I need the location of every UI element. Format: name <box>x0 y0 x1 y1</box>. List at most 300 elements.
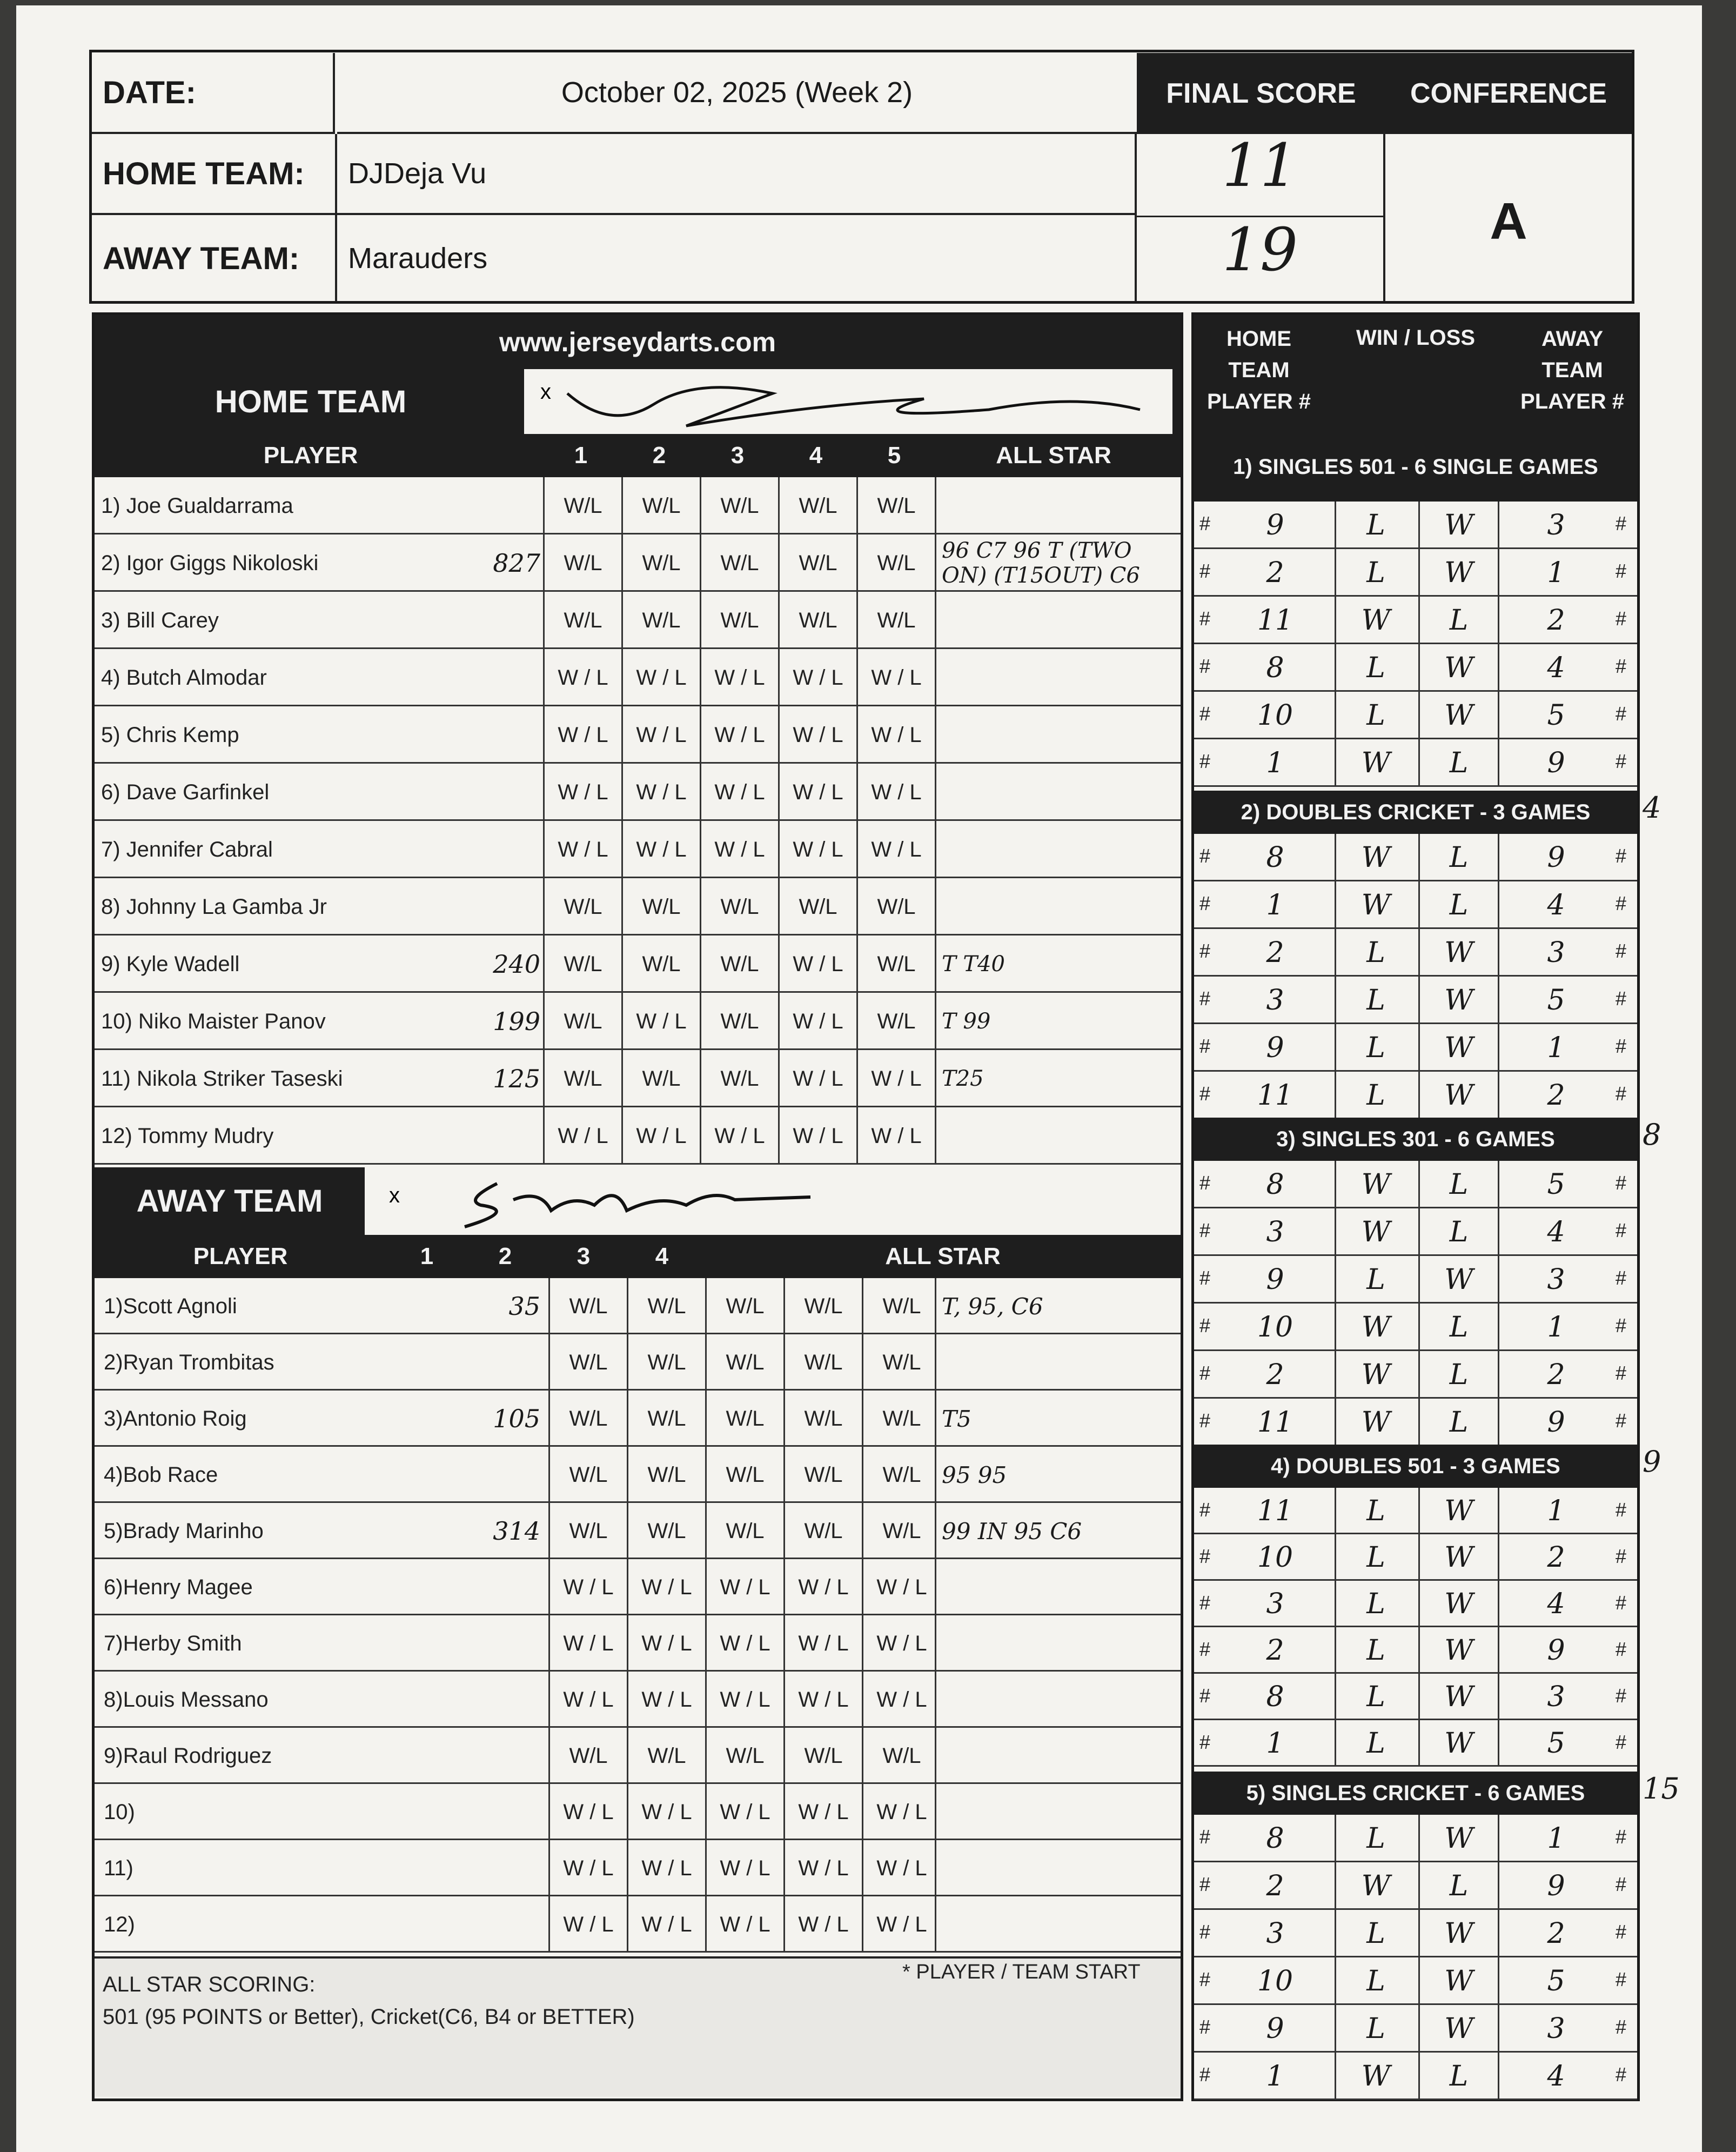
hash: # <box>1616 1921 1627 1943</box>
signature-x: x <box>389 1184 400 1207</box>
win-loss-cell: W/L <box>627 1278 705 1334</box>
hash: # <box>1199 1082 1211 1105</box>
home-player-number: 3 <box>1266 1588 1284 1620</box>
win-loss-cell: W/L <box>627 1391 705 1447</box>
win-loss-cell: W/L <box>700 592 778 649</box>
win-loss-cell: W/L <box>700 477 778 534</box>
win-loss-cell: W/L <box>705 1391 783 1447</box>
home-win-loss: L <box>1335 549 1416 597</box>
player-score <box>470 1728 540 1784</box>
round-col-header: 5 <box>887 442 901 469</box>
home-player-number: 8 <box>1266 1168 1284 1201</box>
win-loss-cell: W / L <box>700 706 778 764</box>
away-player-num-label: AWAY TEAM PLAYER # <box>1520 327 1624 413</box>
hash: # <box>1199 655 1211 677</box>
win-loss-cell: W / L <box>543 821 621 878</box>
win-loss-cell: W/L <box>621 878 700 935</box>
home-win-loss: L <box>1335 929 1416 977</box>
all-star-note <box>935 1896 1178 1953</box>
all-star-note <box>935 1615 1178 1672</box>
hash: # <box>1199 750 1211 772</box>
away-win-loss: W <box>1418 1910 1499 1957</box>
win-loss-cell: W/L <box>548 1503 627 1559</box>
hash: # <box>1199 607 1211 630</box>
win-loss-cell: W / L <box>621 1107 700 1165</box>
away-win-loss: L <box>1418 1399 1499 1446</box>
hash: # <box>1199 2016 1211 2038</box>
away-player-number: 9 <box>1547 841 1565 874</box>
win-loss-cell: W / L <box>627 1672 705 1728</box>
win-loss-cell: W / L <box>621 993 700 1050</box>
home-final-score: 11 <box>1137 131 1385 217</box>
win-loss-cell: W/L <box>700 878 778 935</box>
home-win-loss: W <box>1335 1399 1416 1446</box>
away-win-loss: L <box>1418 834 1499 881</box>
home-team-label: HOME TEAM: <box>92 134 337 215</box>
home-win-loss: W <box>1335 1161 1416 1208</box>
win-loss-cell: W / L <box>700 764 778 821</box>
all-star-note <box>935 878 1178 935</box>
hash: # <box>1199 1592 1211 1614</box>
win-loss-cell: W/L <box>705 1447 783 1503</box>
round-col-header: 2 <box>498 1243 512 1269</box>
away-player-number: 4 <box>1547 652 1565 684</box>
home-signature-box <box>524 369 1172 434</box>
win-loss-cell: W / L <box>621 821 700 878</box>
all-star-scoring-label: ALL STAR SCORING: <box>103 1973 316 1996</box>
away-player-number: 9 <box>1547 1634 1565 1667</box>
home-win-loss: W <box>1335 1304 1416 1351</box>
away-player-number: 9 <box>1547 1870 1565 1902</box>
win-loss-cell: W/L <box>543 592 621 649</box>
home-player-number: 1 <box>1266 2060 1284 2093</box>
player-name: 11) <box>104 1856 133 1880</box>
home-allstar-col: ALL STAR <box>996 442 1111 469</box>
all-star-note: T 99 <box>935 993 1178 1050</box>
home-player-number: 3 <box>1266 984 1284 1017</box>
hash: # <box>1616 703 1627 725</box>
player-score <box>470 649 540 706</box>
home-win-loss: L <box>1335 644 1416 692</box>
player-score <box>470 1107 540 1165</box>
win-loss-cell: W / L <box>778 649 856 706</box>
away-player-number: 2 <box>1547 1359 1565 1391</box>
win-loss-cell: W/L <box>700 534 778 592</box>
win-loss-cell: W / L <box>778 993 856 1050</box>
win-loss-cell: W/L <box>627 1334 705 1391</box>
away-player-number: 1 <box>1547 1822 1565 1855</box>
player-name: 8)Louis Messano <box>104 1687 269 1712</box>
win-loss-cell: W / L <box>548 1559 627 1615</box>
home-player-number: 2 <box>1266 1870 1284 1902</box>
win-loss-cell: W/L <box>856 477 935 534</box>
win-loss-cell: W / L <box>783 1784 862 1840</box>
win-loss-cell: W/L <box>548 1334 627 1391</box>
all-star-note <box>935 706 1178 764</box>
away-player-number: 9 <box>1547 747 1565 779</box>
home-win-loss: W <box>1335 881 1416 929</box>
round-col-header: 1 <box>420 1243 434 1269</box>
hash: # <box>1199 1685 1211 1707</box>
player-name: 6)Henry Magee <box>104 1575 253 1599</box>
win-loss-cell: W / L <box>783 1615 862 1672</box>
hash: # <box>1199 987 1211 1010</box>
hash: # <box>1199 940 1211 962</box>
win-loss-cell: W/L <box>543 477 621 534</box>
away-player-number: 2 <box>1547 1917 1565 1950</box>
player-score: 125 <box>493 1064 540 1093</box>
home-win-loss: L <box>1335 692 1416 739</box>
away-player-number: 2 <box>1547 1541 1565 1574</box>
round-col-header: 1 <box>574 442 588 469</box>
hash: # <box>1616 1219 1627 1241</box>
win-loss-cell: W / L <box>627 1784 705 1840</box>
hash: # <box>1199 1499 1211 1521</box>
home-player-number: 11 <box>1257 1406 1293 1439</box>
win-loss-cell: W / L <box>621 706 700 764</box>
player-score <box>470 878 540 935</box>
hash: # <box>1616 940 1627 962</box>
home-player-number: 8 <box>1266 841 1284 874</box>
home-player-number: 10 <box>1257 1965 1293 1997</box>
all-star-note <box>935 1840 1178 1896</box>
win-loss-cell: W / L <box>705 1615 783 1672</box>
home-win-loss: L <box>1335 1957 1416 2005</box>
hash: # <box>1616 1968 1627 1990</box>
home-win-loss: L <box>1335 1581 1416 1627</box>
win-loss-cell: W / L <box>856 764 935 821</box>
hash: # <box>1616 1172 1627 1194</box>
home-player-number: 3 <box>1266 1917 1284 1950</box>
hash: # <box>1616 1592 1627 1614</box>
all-star-note <box>935 592 1178 649</box>
player-name: 2)Ryan Trombitas <box>104 1350 274 1374</box>
home-player-number: 9 <box>1266 1032 1284 1064</box>
win-loss-cell: W / L <box>700 1107 778 1165</box>
win-loss-cell: W / L <box>862 1672 940 1728</box>
hash: # <box>1199 512 1211 534</box>
all-star-note: T, 95, C6 <box>935 1278 1178 1334</box>
hash: # <box>1616 655 1627 677</box>
hash: # <box>1616 1545 1627 1567</box>
win-loss-cell: W / L <box>543 1107 621 1165</box>
hash: # <box>1199 1219 1211 1241</box>
hash: # <box>1616 2063 1627 2086</box>
home-win-loss: L <box>1335 1720 1416 1767</box>
all-star-note: 96 C7 96 T (TWO ON) (T15OUT) C6 <box>935 534 1178 592</box>
win-loss-cell: W/L <box>543 534 621 592</box>
win-loss-cell: W / L <box>856 706 935 764</box>
away-player-number: 3 <box>1547 509 1565 542</box>
win-loss-cell: W/L <box>621 477 700 534</box>
hash: # <box>1616 1082 1627 1105</box>
away-win-loss: W <box>1418 549 1499 597</box>
win-loss-cell: W/L <box>621 1050 700 1107</box>
win-loss-cell: W/L <box>548 1447 627 1503</box>
home-player-number: 2 <box>1266 937 1284 969</box>
win-loss-cell: W/L <box>856 534 935 592</box>
all-star-note <box>935 477 1178 534</box>
section-title: 5) SINGLES CRICKET - 6 GAMES <box>1194 1772 1637 1815</box>
round-col-header: 2 <box>652 442 666 469</box>
player-name: 10) Niko Maister Panov <box>101 1009 326 1033</box>
home-player-num-label: HOME TEAM PLAYER # <box>1207 327 1311 413</box>
player-name: 11) Nikola Striker Taseski <box>101 1066 343 1091</box>
hash: # <box>1199 1731 1211 1753</box>
home-win-loss: W <box>1335 1862 1416 1910</box>
hash: # <box>1199 1545 1211 1567</box>
home-win-loss: L <box>1335 1674 1416 1720</box>
win-loss-cell: W/L <box>778 592 856 649</box>
win-loss-cell: W / L <box>548 1840 627 1896</box>
home-player-col: PLAYER <box>263 442 358 469</box>
home-win-loss: L <box>1335 1534 1416 1581</box>
home-win-loss: L <box>1335 1072 1416 1119</box>
win-loss-cell: W / L <box>856 821 935 878</box>
win-loss-cell: W/L <box>856 592 935 649</box>
win-loss-cell: W/L <box>700 935 778 993</box>
win-loss-cell: W / L <box>627 1840 705 1896</box>
win-loss-cell: W / L <box>627 1615 705 1672</box>
hash: # <box>1199 703 1211 725</box>
win-loss-cell: W/L <box>783 1447 862 1503</box>
home-player-number: 11 <box>1257 1079 1293 1112</box>
hash: # <box>1199 1267 1211 1289</box>
player-score <box>470 1615 540 1672</box>
home-player-number: 8 <box>1266 652 1284 684</box>
win-loss-cell: W/L <box>543 1050 621 1107</box>
win-loss-cell: W / L <box>627 1559 705 1615</box>
hash: # <box>1616 1267 1627 1289</box>
home-player-number: 9 <box>1266 509 1284 542</box>
hash: # <box>1616 1035 1627 1057</box>
all-star-note <box>935 1784 1178 1840</box>
away-player-number: 1 <box>1547 1032 1565 1064</box>
player-name: 10) <box>104 1800 135 1824</box>
home-player-number: 1 <box>1266 889 1284 921</box>
away-player-number: 4 <box>1547 1588 1565 1620</box>
player-score <box>470 592 540 649</box>
player-score: 35 <box>508 1292 540 1321</box>
hash: # <box>1616 2016 1627 2038</box>
home-player-number: 9 <box>1266 1264 1284 1296</box>
home-team-value: DJDeja Vu <box>337 134 1137 215</box>
win-loss-cell: W / L <box>862 1784 940 1840</box>
win-loss-cell: W / L <box>627 1896 705 1953</box>
home-win-loss: L <box>1335 1488 1416 1534</box>
player-score <box>470 1672 540 1728</box>
win-loss-cell: W / L <box>856 1107 935 1165</box>
win-loss-cell: W/L <box>621 534 700 592</box>
home-player-number: 2 <box>1266 557 1284 589</box>
player-name: 7) Jennifer Cabral <box>101 837 273 861</box>
date-value: October 02, 2025 (Week 2) <box>337 53 1137 134</box>
win-loss-cell: W/L <box>862 1278 940 1334</box>
win-loss-cell: W/L <box>705 1278 783 1334</box>
hash: # <box>1616 892 1627 914</box>
home-win-loss: L <box>1335 1815 1416 1862</box>
player-score <box>470 764 540 821</box>
home-player-number: 10 <box>1257 1541 1293 1574</box>
player-name: 1)Scott Agnoli <box>104 1294 237 1318</box>
hash: # <box>1199 1873 1211 1895</box>
win-loss-cell: W/L <box>783 1278 862 1334</box>
win-loss-cell: W/L <box>778 534 856 592</box>
conference-value: A <box>1490 192 1527 250</box>
away-win-loss: W <box>1418 1488 1499 1534</box>
hash: # <box>1616 1685 1627 1707</box>
away-player-number: 3 <box>1547 1681 1565 1713</box>
all-star-note <box>935 1559 1178 1615</box>
all-star-note: T5 <box>935 1391 1178 1447</box>
away-win-loss: W <box>1418 2005 1499 2053</box>
win-loss-cell: W / L <box>783 1672 862 1728</box>
away-win-loss: L <box>1418 2053 1499 2100</box>
win-loss-cell: W/L <box>862 1334 940 1391</box>
away-win-loss: W <box>1418 1720 1499 1767</box>
win-loss-cell: W/L <box>700 993 778 1050</box>
away-player-number: 4 <box>1547 1216 1565 1248</box>
away-signature <box>432 1167 919 1232</box>
away-win-loss: W <box>1418 977 1499 1024</box>
player-score <box>470 821 540 878</box>
player-name: 12) Tommy Mudry <box>101 1124 274 1148</box>
away-team-value: Marauders <box>337 215 1137 302</box>
home-win-loss: W <box>1335 1208 1416 1256</box>
away-player-number: 3 <box>1547 1264 1565 1296</box>
section-side-note: 8 <box>1643 1118 1661 1152</box>
hash: # <box>1616 1638 1627 1660</box>
away-player-number: 5 <box>1547 1965 1565 1997</box>
win-loss-cell: W/L <box>778 878 856 935</box>
all-star-note: T25 <box>935 1050 1178 1107</box>
section-side-note: 9 <box>1643 1445 1661 1479</box>
win-loss-cell: W / L <box>778 706 856 764</box>
all-star-note <box>935 1728 1178 1784</box>
win-loss-cell: W/L <box>543 935 621 993</box>
away-player-number: 2 <box>1547 1079 1565 1112</box>
player-score: 199 <box>493 1007 540 1036</box>
player-score: 314 <box>493 1516 540 1546</box>
player-score: 240 <box>493 950 540 979</box>
away-win-loss: L <box>1418 739 1499 787</box>
win-loss-cell: W/L <box>783 1503 862 1559</box>
win-loss-cell: W / L <box>705 1784 783 1840</box>
win-loss-cell: W / L <box>862 1840 940 1896</box>
away-allstar-col: ALL STAR <box>885 1243 1001 1269</box>
win-loss-cell: W/L <box>548 1728 627 1784</box>
away-player-number: 5 <box>1547 1727 1565 1760</box>
home-win-loss: W <box>1335 2053 1416 2100</box>
win-loss-cell: W/L <box>862 1391 940 1447</box>
win-loss-cell: W/L <box>543 993 621 1050</box>
hash: # <box>1616 1826 1627 1848</box>
away-win-loss: W <box>1418 1072 1499 1119</box>
player-score: 105 <box>493 1404 540 1433</box>
win-loss-cell: W / L <box>548 1896 627 1953</box>
win-loss-cell: W/L <box>705 1503 783 1559</box>
round-col-header: 4 <box>809 442 823 469</box>
home-win-loss: W <box>1335 834 1416 881</box>
player-score <box>470 1447 540 1503</box>
home-player-number: 11 <box>1257 1495 1293 1527</box>
home-win-loss: W <box>1335 1351 1416 1399</box>
away-win-loss: L <box>1418 881 1499 929</box>
hash: # <box>1199 1172 1211 1194</box>
away-player-number: 2 <box>1547 604 1565 637</box>
player-name: 1) Joe Gualdarrama <box>101 493 293 518</box>
home-signature <box>546 372 1167 431</box>
away-team-label: AWAY TEAM: <box>92 215 337 302</box>
away-final-score: 19 <box>1137 215 1385 302</box>
win-loss-cell: W/L <box>783 1334 862 1391</box>
away-team-title: AWAY TEAM <box>136 1184 323 1219</box>
final-score-label: FINAL SCORE <box>1137 53 1385 134</box>
away-win-loss: W <box>1418 1957 1499 2005</box>
win-loss-cell: W/L <box>862 1728 940 1784</box>
score-sheet <box>16 5 1702 2152</box>
win-loss-cell: W / L <box>856 1050 935 1107</box>
away-win-loss: L <box>1418 1208 1499 1256</box>
away-win-loss: W <box>1418 929 1499 977</box>
win-loss-cell: W / L <box>778 764 856 821</box>
home-win-loss: W <box>1335 597 1416 644</box>
win-loss-cell: W / L <box>778 1050 856 1107</box>
away-win-loss: W <box>1418 1815 1499 1862</box>
hash: # <box>1199 845 1211 867</box>
win-loss-cell: W/L <box>705 1728 783 1784</box>
all-star-note <box>935 1672 1178 1728</box>
home-player-number: 10 <box>1257 1311 1293 1344</box>
home-win-loss: L <box>1335 1627 1416 1674</box>
home-player-number: 2 <box>1266 1634 1284 1667</box>
win-loss-cell: W / L <box>543 649 621 706</box>
win-loss-cell: W / L <box>778 1107 856 1165</box>
round-col-header: 4 <box>655 1243 669 1269</box>
win-loss-cell: W / L <box>705 1896 783 1953</box>
conference-label: CONFERENCE <box>1385 53 1632 134</box>
win-loss-cell: W/L <box>621 592 700 649</box>
win-loss-cell: W / L <box>621 764 700 821</box>
win-loss-cell: W / L <box>700 649 778 706</box>
section-side-note: 4 <box>1643 791 1661 825</box>
home-player-number: 8 <box>1266 1822 1284 1855</box>
player-name: 3)Antonio Roig <box>104 1406 247 1431</box>
win-loss-cell: W / L <box>783 1559 862 1615</box>
away-win-loss: L <box>1418 1161 1499 1208</box>
win-loss-cell: W / L <box>856 649 935 706</box>
away-win-loss: W <box>1418 692 1499 739</box>
hash: # <box>1199 1035 1211 1057</box>
player-score <box>470 706 540 764</box>
win-loss-cell: W / L <box>548 1615 627 1672</box>
win-loss-cell: W / L <box>783 1896 862 1953</box>
win-loss-cell: W/L <box>621 935 700 993</box>
win-loss-cell: W/L <box>856 993 935 1050</box>
player-name: 6) Dave Garfinkel <box>101 780 270 804</box>
away-player-col: PLAYER <box>193 1243 288 1269</box>
round-col-header: 3 <box>577 1243 591 1269</box>
player-name: 4)Bob Race <box>104 1462 218 1487</box>
away-win-loss: L <box>1418 1304 1499 1351</box>
win-loss-cell: W/L <box>700 1050 778 1107</box>
player-team-start-note: * PLAYER / TEAM START <box>902 1961 1141 1983</box>
away-win-loss: W <box>1418 1627 1499 1674</box>
home-win-loss: L <box>1335 2005 1416 2053</box>
all-star-note: 99 IN 95 C6 <box>935 1503 1178 1559</box>
website: www.jerseydarts.com <box>95 315 1181 369</box>
player-score: 827 <box>493 549 540 578</box>
